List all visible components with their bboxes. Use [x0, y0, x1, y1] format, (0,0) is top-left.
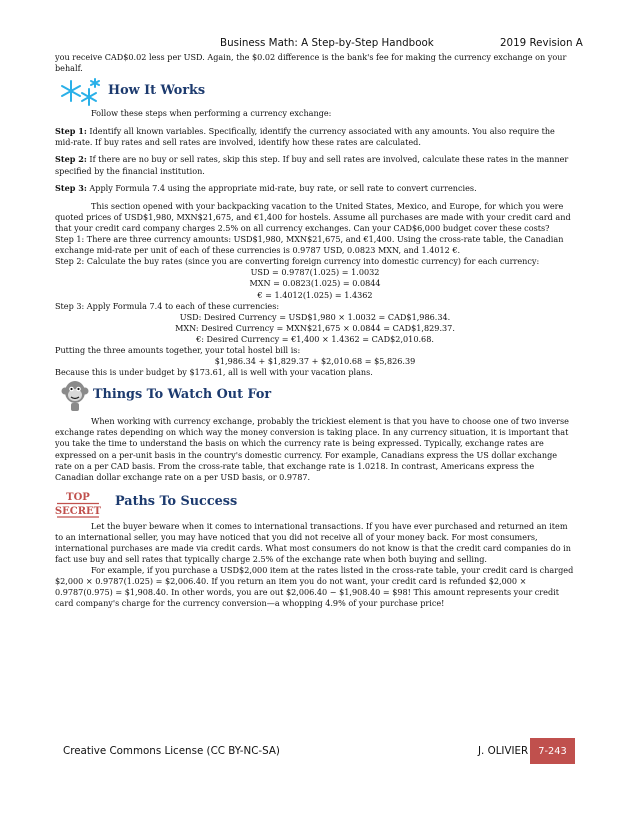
stamp-top-text: TOP [66, 491, 90, 503]
example-step-1: Step 1: There are three currency amounts: USD$1,980, MXN$21,675, and €1,400. Using the cross-rate table, the Canadian exchange mid-rate per unit of each of these currencies is 0.9787 USD, 0.0823 MXN, and 1.4012 €. [55, 234, 564, 256]
page-number-badge: 7-243 [530, 738, 575, 764]
step-3-text: Apply Formula 7.4 using the appropriate mid-rate, buy rate, or sell rate to convert currencies. [89, 183, 477, 194]
example-conclusion: Because this is under budget by $173.61, all is well with your vacation plans. [55, 367, 373, 378]
watch-out-text: When working with currency exchange, probably the trickiest element is that you have to choose one of two inverse exchange rates depending on which way the money conversion is taking place. In any currency situation, it is important that you take the time to understand the basis on which the currency rate is being expressed. Typically, exchange rates are expressed on a per-unit basis in the country's domestic currency. For example, Canadians express the US dollar exchange rate on a per CAD basis. From the cross-rate table, that exchange rate is 1.0218. In contrast, Americans express the Canadian dollar exchange rate on a per USD basis, or 0.9787. [55, 416, 569, 482]
paths-paragraph-1: Let the buyer beware when it comes to international transactions. If you have ever purchased and returned an item to an international seller, you may have noticed that you did not receive all of your money back. For most consumers, international purchases are made via credit cards. What most consumers do not know is that the credit card companies do in fact use buy and sell rates that typically charge 2.5% of the exchange rate when both buying and selling. [55, 520, 571, 565]
example-intro: This section opened with your backpacking vacation to the United States, Mexico, and Europe, for which you were quoted prices of USD$1,980, MXN$21,675, and €1,400 for hostels. Assume all purchases are made with your credit card and that your credit card company charges 2.5% on all currency exchanges. Can your CAD$6,000 budget cover these costs? [55, 200, 571, 233]
paths-heading [55, 485, 575, 521]
running-header-revision: 2019 Revision A [500, 37, 583, 49]
top-secret-stamp-icon [55, 489, 101, 519]
intro-continuation: you receive CAD$0.02 less per USD. Again, the $0.02 difference is the bank's fee for making the currency exchange on your behalf. [55, 52, 567, 74]
running-header-title: Business Math: A Step-by-Step Handbook [220, 37, 434, 49]
footer-license: Creative Commons License (CC BY-NC-SA) [63, 745, 280, 757]
example-step-2: Step 2: Calculate the buy rates (since you are converting foreign currency into domestic currency) for each currency: [55, 256, 540, 267]
example-step-3: Step 3: Apply Formula 7.4 to each of these currencies: [55, 300, 280, 311]
watch-out-heading [55, 378, 575, 412]
footer-author: J. OLIVIER [478, 745, 529, 757]
step-1-text: Identify all known variables. Specifically, identify the currency associated with any amounts. You also require the mid-rate. If buy rates and sell rates are involved, identify how these rates are calculated. [55, 125, 555, 147]
paths-paragraph-2: For example, if you purchase a USD$2,000 item at the rates listed in the cross-rate table, your credit card is charged $2,000 × 0.9787(1.025) = $2,006.40. If you return an item you do not want, your credit card is refunded $2,000 × 0.9787(0.975) = $1,908.40. In other words, you are out $2,006.40 − $1,908.40 = $98! This amount represents your credit card company's charge for the currency conversion—a whopping 4.9% of your purchase price! [55, 565, 574, 609]
rate-mxn: MXN = 0.0823(1.025) = 0.0844 [249, 278, 381, 289]
step-3-label: Step 3: [55, 183, 87, 194]
step-1-label: Step 1: [55, 125, 87, 136]
how-it-works-lead: Follow these steps when performing a currency exchange: [91, 108, 332, 119]
step-1 [55, 126, 575, 148]
stamp-bottom-text: SECRET [55, 505, 101, 517]
conversion-mxn: MXN: Desired Currency = MXN$21,675 × 0.0844 = CAD$1,829.37. [175, 322, 455, 333]
step-2-text: If there are no buy or sell rates, skip this step. If buy and sell rates are involved, calculate these rates in the manner specified by the financial institution. [55, 154, 569, 176]
total-lead: Putting the three amounts together, your total hostel bill is: [55, 344, 301, 355]
how-it-works-title: How It Works [108, 83, 206, 99]
how-it-works-heading [55, 74, 575, 108]
conversion-usd: USD: Desired Currency = USD$1,980 × 1.0032 = CAD$1,986.34. [179, 311, 451, 322]
step-2 [55, 154, 575, 176]
rate-usd: USD = 0.9787(1.025) = 1.0032 [250, 267, 380, 278]
total-calculation: $1,986.34 + $1,829.37 + $2,010.68 = $5,826.39 [214, 356, 416, 367]
step-3 [55, 183, 575, 194]
snowflakes-icon [59, 77, 103, 109]
watch-out-title: Things To Watch Out For [93, 387, 272, 403]
rate-eur: € = 1.4012(1.025) = 1.4362 [257, 289, 373, 300]
monkey-face-icon [60, 378, 90, 412]
paths-title: Paths To Success [115, 493, 238, 509]
step-2-label: Step 2: [55, 154, 87, 165]
conversion-eur: €: Desired Currency = €1,400 × 1.4362 = CAD$2,010.68. [196, 333, 434, 344]
page-body [55, 52, 575, 610]
